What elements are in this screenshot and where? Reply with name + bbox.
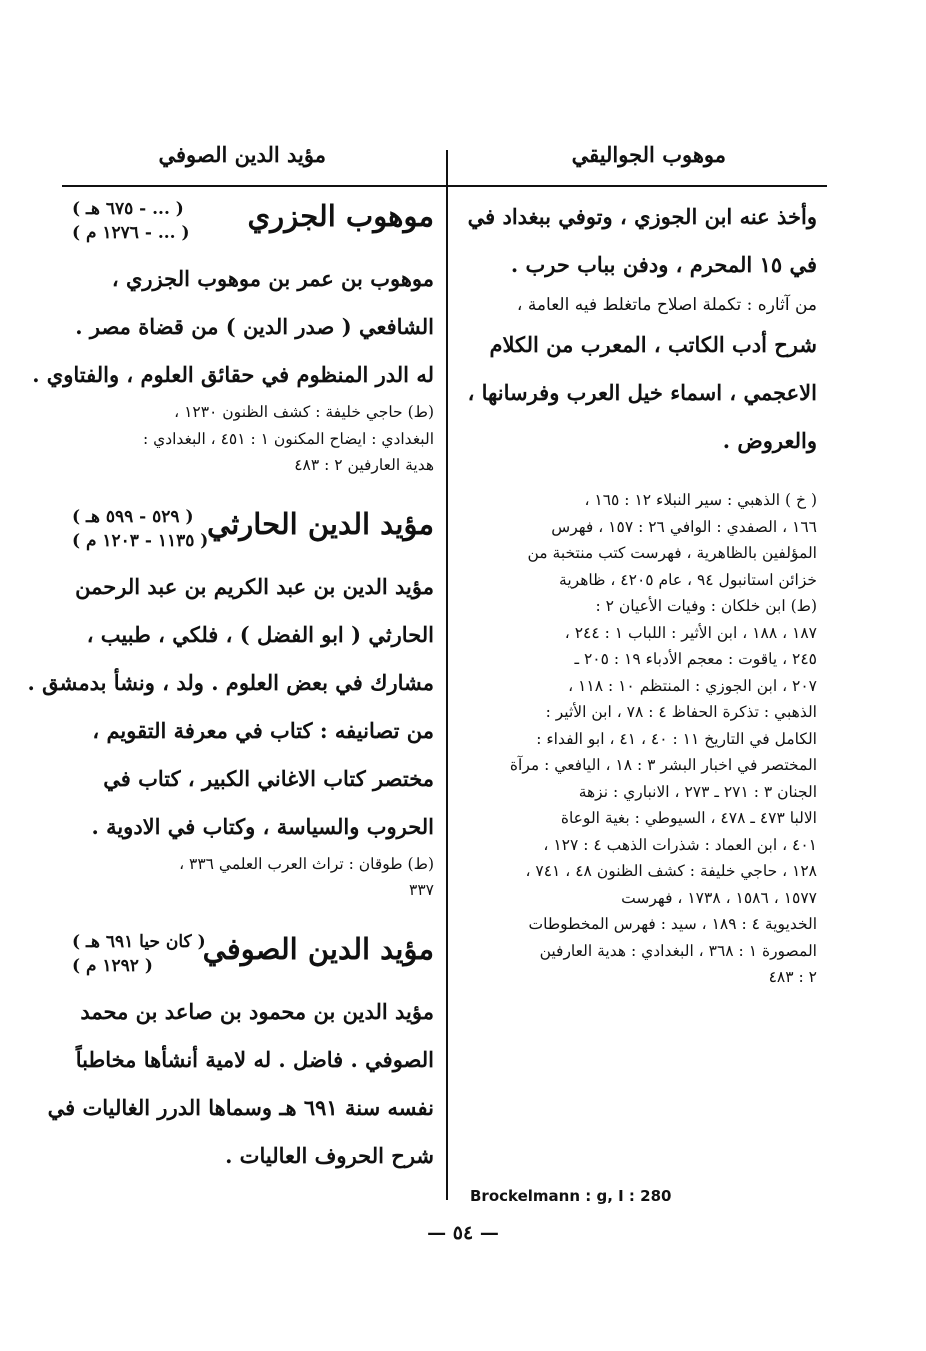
reference-line: المختصر في اخبار البشر ٣ : ١٨ ، اليافعي : مرآة (509, 756, 817, 774)
reference-line: خزائن استانبول ٩٤ ، عام ٤٢٠٥ ، ظاهرية (559, 570, 817, 589)
right-column (460, 193, 817, 991)
page-number: — ٥٤ — (427, 1222, 499, 1244)
entry-body-line: مشارك في بعض العلوم . ولد ، ونشأ بدمشق . (27, 669, 434, 695)
reference-line: ١٥٧٧ ، ١٥٨٦ ، ١٧٣٨ ، فهرست (621, 888, 817, 907)
reference-line: الخديوية ٤ : ١٨٩ ، سيد : فهرس المخطوطات (528, 915, 817, 933)
entry-body-line: مؤيد الدين بن محمود بن صاعد بن محمد (80, 998, 434, 1024)
reference-line: ١٨٧ ، ١٨٨ ، ابن الأثير : اللباب ١ : ٢٤٤ ، (564, 623, 817, 642)
reference-line: ١٦٦ ، الصفدي : الوافي ٢٦ : ١٥٧ ، فهرس (551, 517, 817, 536)
text-line: في ١٥ المحرم ، ودفن بباب حرب . (510, 252, 817, 277)
reference-line: ٢٠٧ ، ابن الجوزي : المنتظم ١٠ : ١١٨ ، (568, 676, 817, 695)
reference-line: الكامل في التاريخ ١١ : ٤٠ ، ٤١ ، ابو الفداء : (536, 729, 817, 748)
entry-dates (72, 505, 208, 553)
entry-body-line: شرح الحروف العاليات . (225, 1142, 434, 1168)
reference-line: المصورة ١ : ٣٦٨ ، البغدادي : هدية العارفين (539, 941, 817, 960)
reference-line: الجنان ٣ : ٢٧١ ـ ٢٧٣ ، الانباري : نزهة (578, 782, 817, 801)
column-divider (446, 150, 448, 1200)
works-line: شرح أدب الكاتب ، المعرب من الكلام (489, 332, 817, 357)
entry-body-line: من تصانيفه : كتاب في معرفة التقويم ، (92, 717, 434, 743)
works-line: الاعجمي ، اسماء خيل العرب وفرسانها ، (467, 380, 817, 405)
spacer (72, 904, 434, 926)
entry-body-line: الحارثي ( ابو الفضل ) ، فلكي ، طبيب ، (86, 621, 434, 647)
reference-line: المؤلفين بالظاهرية ، فهرست كتب منتخبة من (527, 544, 817, 562)
reference-line: ١٢٨ ، حاجي خليفة : كشف الظنون ٤٨ ، ٧٤١ ، (525, 862, 817, 880)
entry-dates (72, 930, 206, 978)
reference-line: البغدادي : ايضاح المكنون ١ : ٤٥١ ، البغدادي : (142, 429, 434, 448)
reference-line: ٤٠١ ، ابن العماد : شذرات الذهب ٤ : ١٢٧ ، (543, 835, 817, 854)
hijri-dates: ( كان حيا ٦٩١ هـ ) (72, 931, 206, 952)
entry-name: مؤيد الدين الصوفي (202, 931, 434, 966)
entry-body-line: الصوفي . فاضل . له لامية أنشأها مخاطباً (75, 1046, 434, 1072)
works-line: والعروض . (722, 428, 817, 453)
brockelmann-reference: Brockelmann : g, I : 280 (470, 1187, 672, 1205)
reference-line: ٢٤٥ ، ياقوت : معجم الأدباء ١٩ : ٢٠٥ ـ (574, 650, 817, 668)
reference-line: هدية العارفين ٢ : ٤٨٣ (294, 456, 434, 474)
reference-line: الالبا ٤٧٣ ـ ٤٧٨ ، السيوطي : بغية الوعاة (560, 809, 817, 827)
entry-name: مؤيد الدين الحارثي (207, 506, 434, 541)
hijri-dates: ( ٥٢٩ - ٥٩٩ هـ ) (72, 506, 194, 527)
entry-name: موهوب الجزري (247, 199, 434, 233)
gregorian-dates: ( ١١٣٥ - ١٢٠٣ م ) (72, 530, 209, 551)
entry-body-line: الشافعي ( صدر الدين ) من قضاة مصر . (75, 314, 434, 339)
left-column (27, 193, 434, 1180)
reference-line: (ط) طوقان : تراث العرب العلمي ٣٣٦ ، (179, 854, 434, 873)
entry-body-line: مؤيد الدين بن عبد الكريم بن عبد الرحمن (75, 573, 434, 599)
reference-line: (ط) ابن خلكان : وفيات الأعيان ٢ : (595, 597, 817, 615)
reference-line: ٣٣٧ (409, 881, 434, 899)
entry-body-line: له الدر المنظوم في حقائق العلوم ، والفتاوي . (32, 362, 434, 387)
header-rule (62, 185, 827, 187)
left-running-head: مؤيد الدين الصوفي (158, 142, 326, 167)
spacer (72, 479, 434, 501)
reference-line: (ط) حاجي خليفة : كشف الظنون ١٢٣٠ ، (174, 403, 434, 421)
entry-heading (72, 926, 434, 982)
entry-body-line: الحروب والسياسة ، وكتاب في الادوية . (91, 813, 434, 839)
right-running-head: موهوب الجواليقي (571, 142, 726, 167)
reference-line: ٢ : ٤٨٣ (768, 968, 817, 986)
entry-dates (72, 197, 190, 245)
hijri-dates: ( ... - ٦٧٥ هـ ) (72, 199, 184, 219)
entry-heading (72, 193, 434, 249)
entry-body-line: مختصر كتاب الاغاني الكبير ، كتاب في (103, 765, 434, 791)
spacer (460, 465, 817, 487)
text-line: وأخذ عنه ابن الجوزي ، وتوفي ببغداد في (467, 204, 817, 229)
entry-heading (72, 501, 434, 557)
gregorian-dates: ( ... - ١٢٧٦ م ) (72, 223, 190, 243)
reference-line: الذهبي : تذكرة الحفاظ ٤ : ٧٨ ، ابن الأثير : (545, 703, 817, 721)
entry-body-line: موهوب بن عمر بن موهوب الجزري ، (111, 266, 434, 291)
works-line: من آثاره : تكملة اصلاح ماتغلط فيه العامة ، (516, 295, 817, 315)
gregorian-dates: ( ١٢٩٢ م ) (72, 955, 153, 976)
entry-body-line: نفسه سنة ٦٩١ هـ وسماها الدرر الغاليات في (47, 1094, 434, 1120)
reference-line: ( خ ) الذهبي : سير النبلاء ١٢ : ١٦٥ ، (584, 491, 817, 509)
